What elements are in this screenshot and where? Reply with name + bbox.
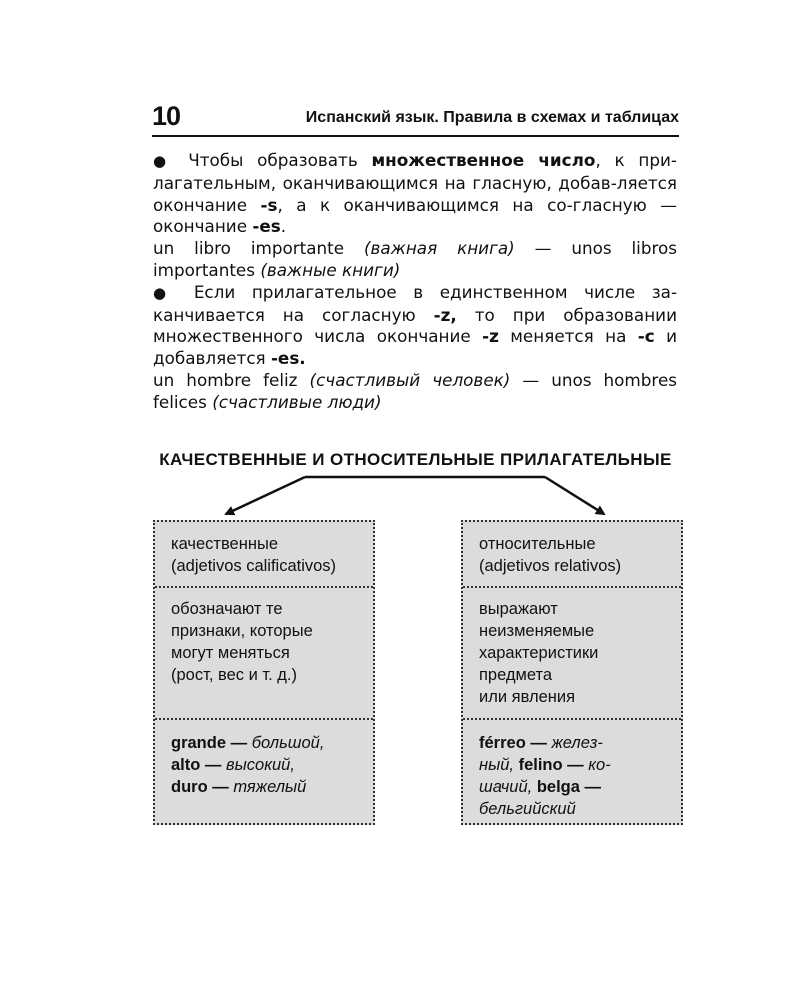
page-number: 10 (152, 101, 181, 131)
relative-header: относительные (adjetivos relativos) (463, 522, 681, 588)
arrow-right-icon (545, 477, 604, 514)
relative-examples: férreo — желез- ный, felino — ко- шачий, belga — бельгийский (479, 734, 611, 818)
example-2: un hombre feliz (счастливый человек) — unos hombres felices (счастливые люди) (153, 369, 678, 412)
qualitative-examples (155, 720, 373, 808)
list-item: grande — большой, (171, 734, 325, 752)
rule-paragraph-2: ● Если прилагательное в единственном числе за-канчивается на согласную -z, то при образовании множественного числа окончание -z меняется на -c и добавляется -es. (153, 281, 678, 369)
diagram-title: КАЧЕСТВЕННЫЕ И ОТНОСИТЕЛЬНЫЕ ПРИЛАГАТЕЛЬНЫЕ (159, 450, 672, 469)
list-item: alto — высокий, (171, 756, 295, 774)
rule-paragraph-1: ● Чтобы образовать множественное число, к при-лагательным, оканчивающимся на гласную, добав-ляется окончание -s, а к оканчивающимся на со-гласную — окончание -es. (153, 150, 677, 237)
bullet-icon: ● (153, 152, 175, 170)
qualitative-column (153, 520, 375, 825)
example-1: un libro importante (важная книга) — unos libros importantes (важные книги) (153, 238, 678, 280)
qualitative-header: качественные (adjetivos calificativos) (155, 522, 373, 588)
running-title: Испанский язык. Правила в схемах и таблицах (305, 109, 679, 126)
relative-column (461, 520, 683, 825)
qualitative-description: обозначают те признаки, которые могут меняться (рост, вес и т. д.) (155, 588, 373, 720)
bullet-icon: ● (153, 283, 178, 302)
relative-description: выражают неизменяемые характеристики предмета или явления (463, 588, 681, 720)
list-item: duro — тяжелый (171, 778, 307, 796)
arrow-left-icon (226, 477, 305, 514)
